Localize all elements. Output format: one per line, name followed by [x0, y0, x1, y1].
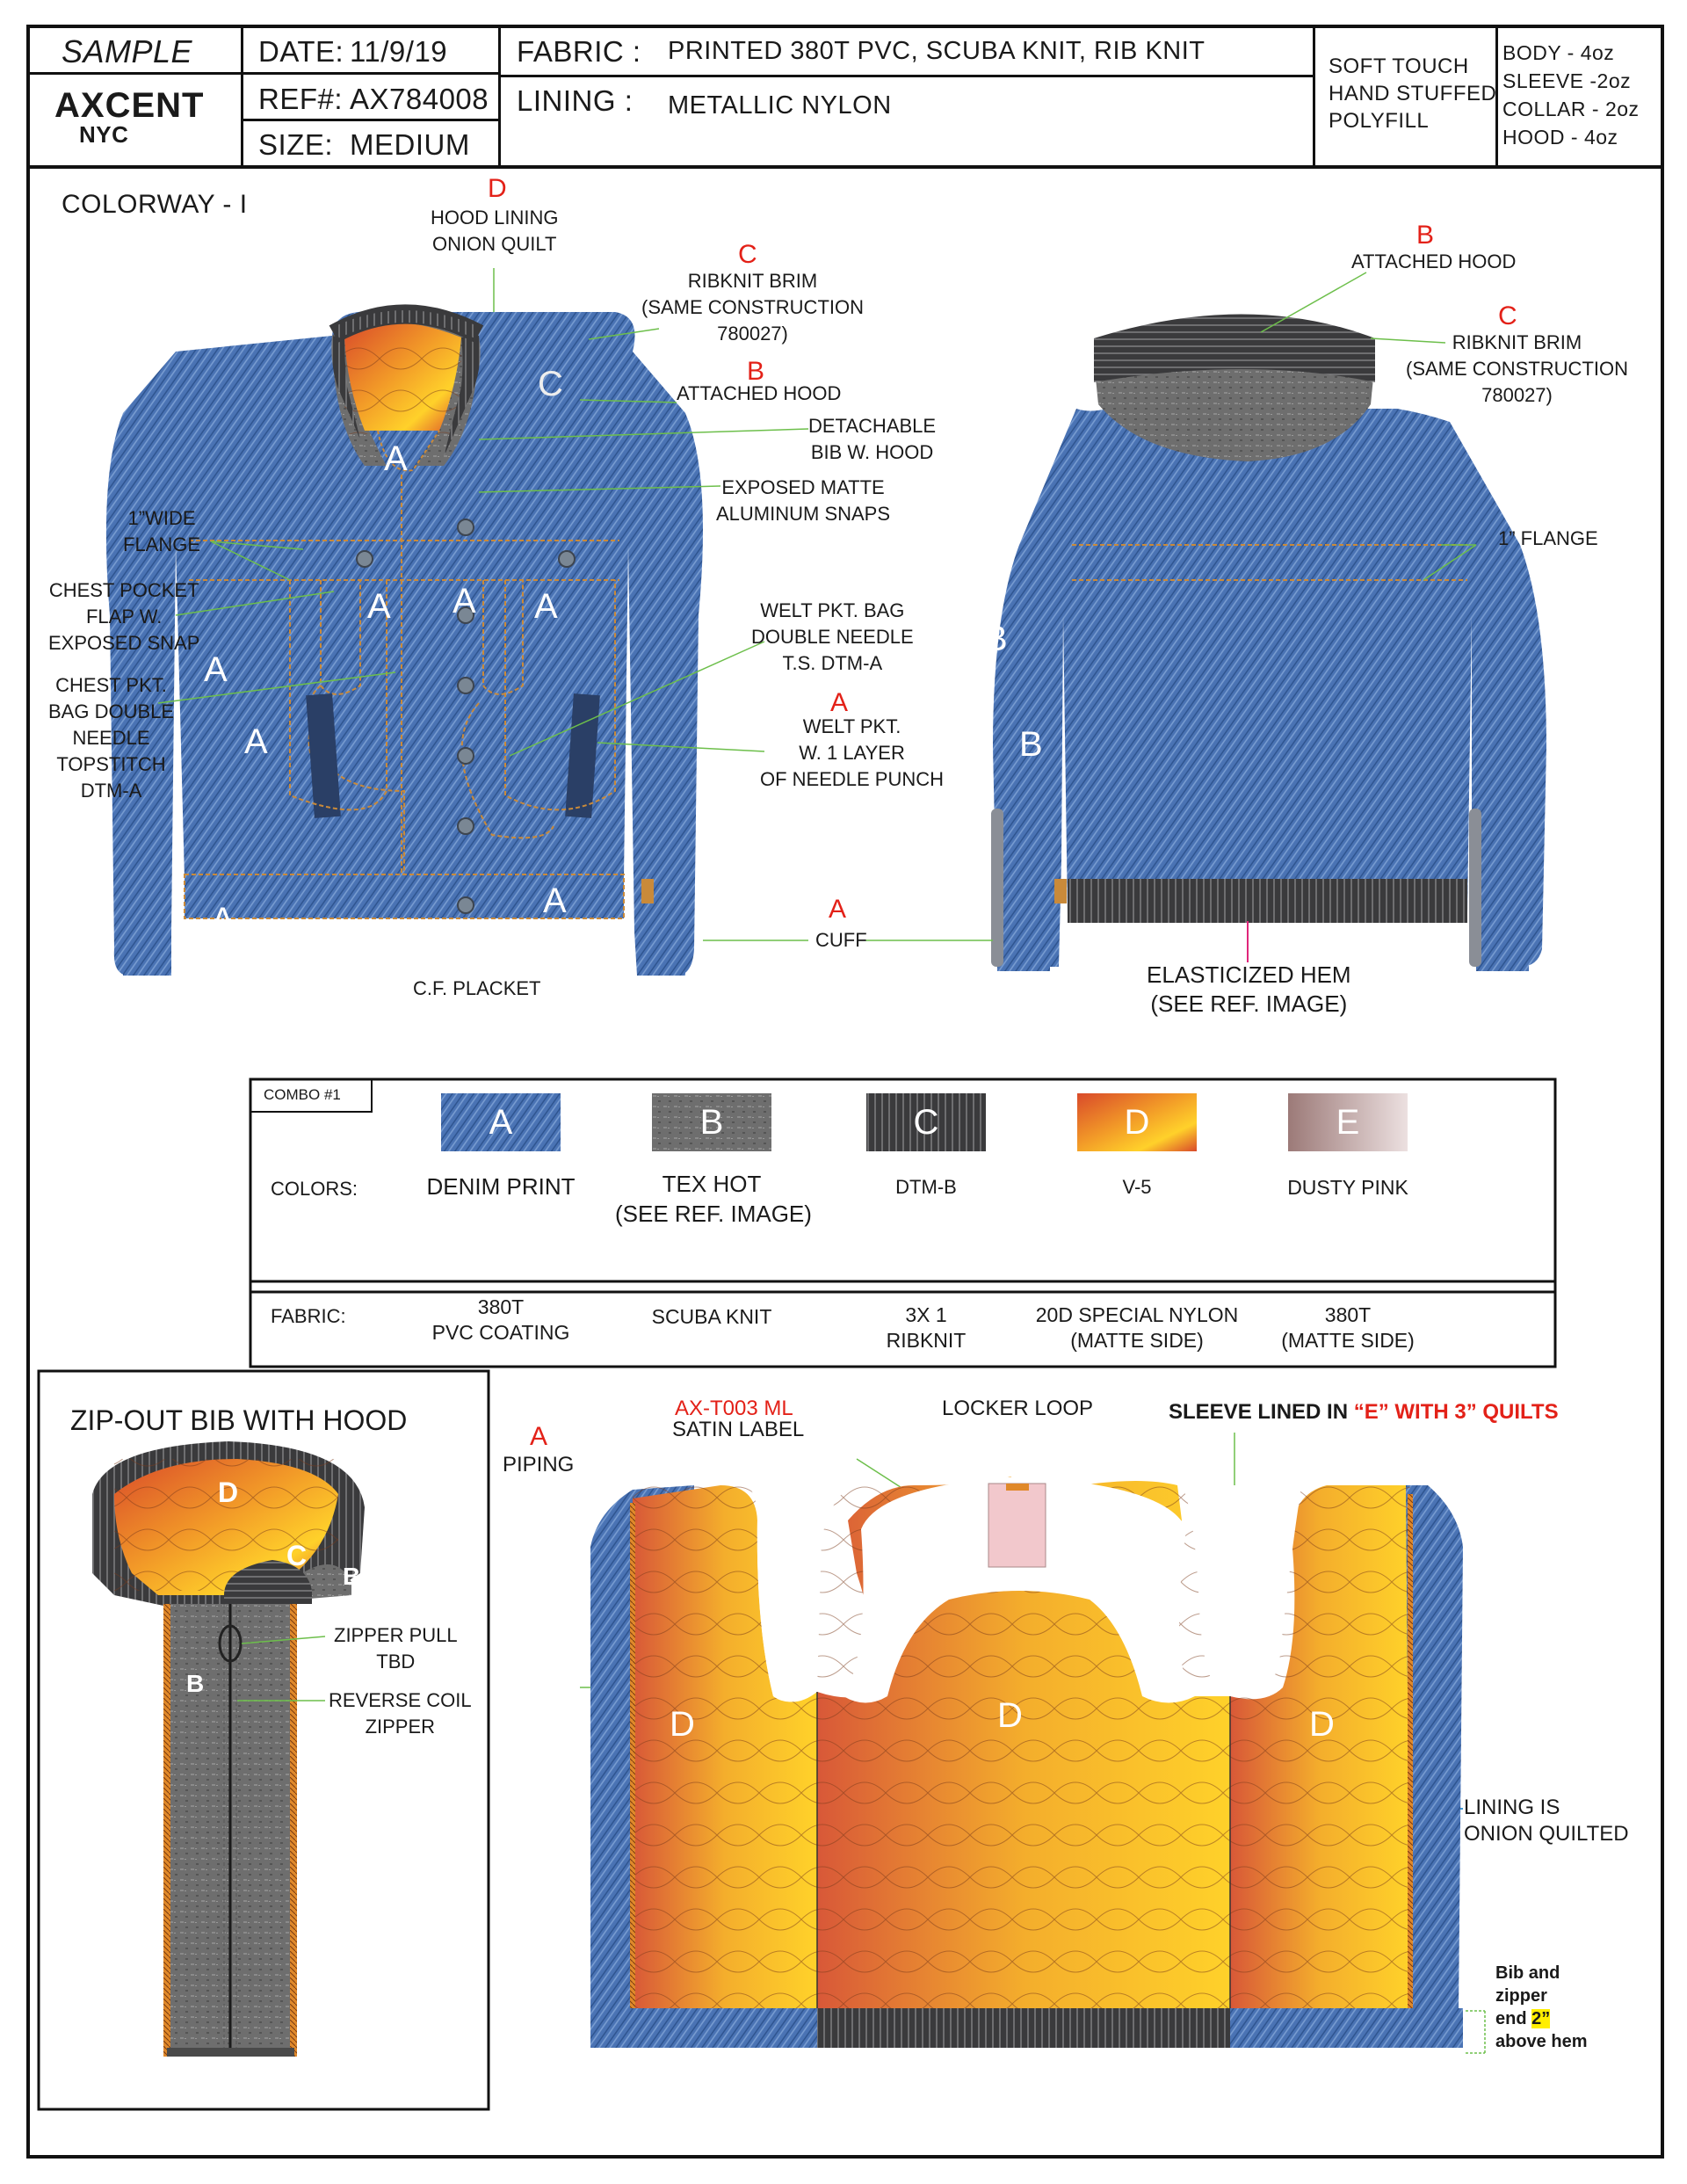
note-line: WELT PKT.: [802, 715, 901, 737]
fabric-row-label: FABRIC:: [271, 1305, 346, 1327]
note-line: CHEST PKT.: [55, 674, 167, 696]
note-end: end: [1495, 2009, 1532, 2028]
note-line: ZIPPER: [365, 1716, 436, 1738]
note-line: DOUBLE NEEDLE: [751, 626, 914, 648]
note-highlight: 2”: [1531, 2009, 1551, 2028]
fabric-label: FABRIC :: [517, 35, 641, 68]
swatch-e: [1288, 1093, 1408, 1151]
onion-note: [1464, 1795, 1629, 1847]
swatch-c: [866, 1093, 986, 1151]
note-line: ALUMINUM SNAPS: [716, 503, 891, 525]
bib-panel: [39, 1371, 489, 2109]
lining-value: METALLIC NYLON: [668, 91, 892, 120]
callout-letter-cuff: A: [829, 895, 847, 924]
weight-line: BODY - 4oz: [1502, 41, 1615, 64]
back-ribknit-note: [1406, 330, 1628, 409]
note-line: (SAME CONSTRUCTION: [1406, 358, 1628, 380]
note-line: DETACHABLE: [808, 415, 937, 437]
bib-letter: B: [343, 1563, 361, 1590]
fabric-value: PRINTED 380T PVC, SCUBA KNIT, RIB KNIT: [668, 37, 1206, 65]
note-line: FLANGE: [123, 533, 201, 555]
combo-title: COMBO #1: [264, 1086, 341, 1103]
fabric-line: 380T: [477, 1295, 525, 1318]
snaps-note: [716, 475, 890, 527]
note-line: ZIPPER PULL: [334, 1624, 458, 1646]
lining-letter: D: [997, 1696, 1023, 1735]
name-line: TEX HOT: [662, 1171, 762, 1197]
fabric-letter: A: [534, 587, 558, 626]
note-line: above hem: [1495, 2032, 1588, 2051]
note-line: CHEST POCKET: [48, 579, 199, 601]
swatch-name: V-5: [1122, 1176, 1152, 1198]
swatch-fabric: [829, 1302, 1023, 1353]
brand-sub: NYC: [79, 121, 129, 148]
label-note: SATIN LABEL: [672, 1418, 805, 1441]
hood-lining-note: [431, 205, 558, 258]
fill-line: POLYFILL: [1329, 109, 1430, 133]
date-value: 11/9/19: [350, 35, 448, 68]
detachable-bib-note: [808, 413, 936, 466]
note-line: ELASTICIZED HEM: [1147, 961, 1351, 988]
fabric-letter: A: [211, 901, 235, 940]
fabric-letter: A: [543, 882, 567, 920]
fabric-line: (MATTE SIDE): [1281, 1329, 1415, 1352]
sample-label: SAMPLE: [62, 33, 193, 69]
note-line: (SEE REF. IMAGE): [1150, 990, 1348, 1017]
fabric-line: 380T: [1324, 1303, 1372, 1326]
placket-note: C.F. PLACKET: [413, 977, 541, 999]
fabric-letter: A: [384, 439, 408, 478]
note-line: zipper: [1495, 1986, 1547, 2006]
ribknit-brim-note: [641, 268, 864, 347]
brand-logo: AXCENT: [54, 86, 205, 125]
chest-bag-note: [48, 672, 174, 804]
welt-bag-note: [751, 598, 914, 677]
swatch-d: [1077, 1093, 1197, 1151]
note-line: W. 1 LAYER: [799, 742, 905, 764]
note-line: ONION QUILT: [432, 233, 557, 255]
note-line: ONION QUILTED: [1464, 1822, 1629, 1846]
swatch-b: [652, 1093, 771, 1151]
note-line: DTM-A: [80, 780, 142, 802]
swatch-fabric: SCUBA KNIT: [651, 1305, 772, 1328]
sleeve-note-a: SLEEVE LINED IN: [1169, 1400, 1354, 1424]
chest-flap-note: [48, 577, 199, 657]
swatch-fabric: [1251, 1302, 1444, 1353]
note-line: NEEDLE: [72, 727, 150, 749]
back-jacket-sketch: [991, 315, 1546, 972]
welt-pkt-note: [760, 714, 944, 793]
weight-line: SLEEVE -2oz: [1502, 69, 1632, 92]
date-label: DATE:: [258, 35, 344, 68]
note-line: WELT PKT. BAG: [760, 599, 905, 621]
fabric-letter: A: [204, 650, 228, 689]
lining-label: LINING :: [517, 84, 634, 117]
fabric-line: PVC COATING: [431, 1321, 570, 1344]
size-label: SIZE:: [258, 128, 334, 161]
fabric-letter: B: [1019, 725, 1043, 764]
flange-note: [123, 505, 200, 558]
callout-letter-c: C: [738, 240, 757, 269]
back-letter-c: C: [1498, 301, 1517, 330]
note-line: (SAME CONSTRUCTION: [641, 296, 864, 318]
size-value: MEDIUM: [350, 128, 470, 161]
note-line: RIBKNIT BRIM: [1452, 331, 1582, 353]
swatch-letter: A: [489, 1102, 513, 1142]
colors-label: COLORS:: [271, 1178, 358, 1200]
swatch-letter: D: [1124, 1102, 1150, 1142]
hem-note: [1147, 961, 1351, 1019]
note-line: 780027): [1481, 384, 1553, 406]
bib-letter: D: [218, 1477, 239, 1508]
note-line: TBD: [376, 1651, 416, 1672]
lining-letter: D: [1309, 1705, 1335, 1744]
swatch-a: [441, 1093, 561, 1151]
note-line: LINING IS: [1464, 1796, 1560, 1819]
swatch-name: DTM-B: [895, 1176, 957, 1198]
sleeve-note: [1169, 1399, 1559, 1426]
swatch-fabric: [1005, 1302, 1269, 1353]
fill-line: SOFT TOUCH: [1329, 54, 1469, 78]
fabric-letter: A: [244, 722, 268, 761]
lining-letter: D: [670, 1705, 695, 1744]
bib-letter: C: [286, 1540, 308, 1571]
locker-loop-note: LOCKER LOOP: [942, 1397, 1094, 1420]
sleeve-note-b: “E” WITH 3” QUILTS: [1353, 1400, 1559, 1424]
name-line: (SEE REF. IMAGE): [615, 1201, 812, 1227]
fabric-letter: B: [984, 620, 1008, 658]
note-line: FLAP W.: [85, 606, 163, 628]
note-line: REVERSE COIL: [329, 1689, 472, 1711]
swatch-letter: C: [913, 1102, 939, 1142]
fill-line: HAND STUFFED: [1329, 82, 1497, 105]
weight-line: HOOD - 4oz: [1502, 126, 1618, 149]
note-line: TOPSTITCH: [56, 753, 166, 775]
fabric-line: 3X 1: [905, 1303, 947, 1326]
reverse-coil-note: [329, 1687, 472, 1740]
cuff-note: CUFF: [815, 929, 867, 951]
fabric-letter: A: [367, 587, 391, 626]
lining-flat-sketch: [589, 1477, 1599, 2053]
fabric-line: 20D SPECIAL NYLON: [1035, 1303, 1239, 1326]
note-line: 780027): [717, 323, 788, 345]
ref-value: AX784008: [350, 83, 489, 115]
ref-label: REF#:: [258, 83, 344, 115]
swatch-fabric: [404, 1295, 597, 1346]
weight-line: COLLAR - 2oz: [1502, 98, 1640, 120]
swatch-name: DUSTY PINK: [1287, 1176, 1408, 1199]
note-line: T.S. DTM-A: [782, 652, 883, 674]
note-line: EXPOSED MATTE: [721, 476, 885, 498]
back-attached-hood-note: ATTACHED HOOD: [1351, 250, 1517, 272]
piping-letter: A: [530, 1422, 548, 1451]
note-line: Bib and: [1495, 1963, 1560, 1983]
swatch-name: [615, 1169, 812, 1229]
callout-letter-d: D: [488, 174, 507, 203]
note-line: BAG DOUBLE: [48, 700, 175, 722]
fabric-letter: C: [538, 365, 563, 403]
callout-letter-a: A: [830, 688, 849, 717]
note-line: OF NEEDLE PUNCH: [760, 768, 945, 790]
note-line: HOOD LINING: [431, 207, 559, 229]
note-line: 1”WIDE: [127, 507, 196, 529]
fabric-line: (MATTE SIDE): [1070, 1329, 1204, 1352]
back-letter-b: B: [1416, 221, 1435, 250]
callout-letter-b: B: [747, 357, 765, 386]
zipper-pull-note: [334, 1622, 458, 1675]
bib-end-note: [1495, 1962, 1587, 2053]
note-line: RIBKNIT BRIM: [687, 270, 818, 292]
bib-title: ZIP-OUT BIB WITH HOOD: [70, 1404, 408, 1436]
note-line: BIB W. HOOD: [810, 441, 934, 463]
label-code: AX-T003 ML: [675, 1397, 793, 1420]
fabric-letter: A: [453, 582, 476, 620]
note-line: EXPOSED SNAP: [48, 632, 200, 654]
bib-letter: B: [186, 1670, 205, 1697]
attached-hood-note: ATTACHED HOOD: [677, 382, 842, 404]
note-line: [1495, 2007, 1587, 2030]
swatch-letter: E: [1336, 1102, 1360, 1142]
swatch-letter: B: [699, 1102, 724, 1142]
fabric-line: RIBKNIT: [886, 1329, 967, 1352]
piping-note: PIPING: [503, 1453, 575, 1477]
back-flange-note: 1” FLANGE: [1498, 527, 1598, 549]
swatch-name: DENIM PRINT: [426, 1173, 576, 1200]
colorway-title: COLORWAY - I: [62, 190, 248, 219]
